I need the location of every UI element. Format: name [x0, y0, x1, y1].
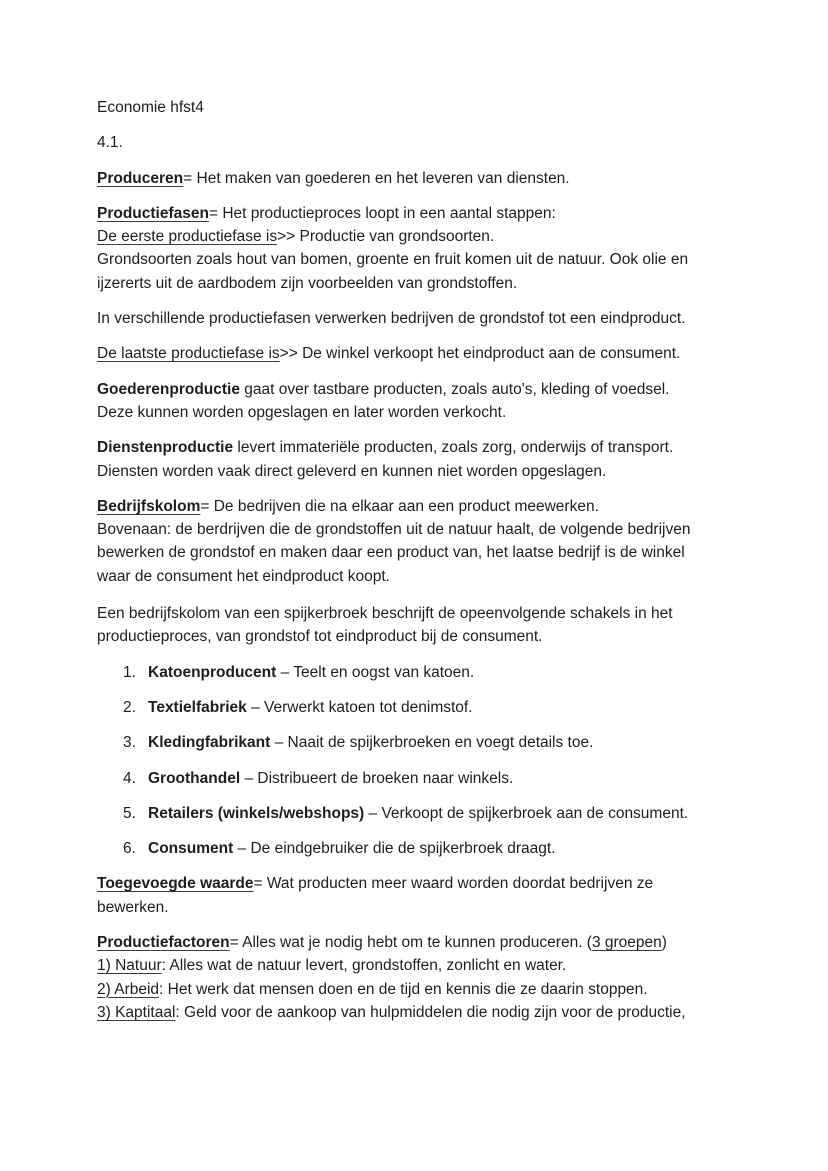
list-item-text: [148, 661, 728, 684]
definition-text: = Alles wat je nodig hebt om te kunnen produceren. (: [229, 934, 592, 952]
line: [97, 202, 728, 225]
line: productieproces, van grondstof tot eindproduct bij de consument.: [97, 628, 543, 646]
list-item-kledingfabrikant: [97, 731, 728, 754]
definition-text: = De bedrijven die na elkaar aan een product meewerken.: [200, 497, 599, 515]
phrase-eerste-productiefase: De eerste productiefase is: [97, 228, 278, 246]
list-item-text: [148, 767, 728, 790]
list-item-groothandel: [97, 767, 728, 790]
item-description: – Teelt en oogst van katoen.: [276, 663, 475, 681]
definition-text: = Het productieproces loopt in een aantal stappen:: [208, 204, 556, 222]
term-groothandel: Groothandel: [148, 769, 241, 787]
term-textielfabriek: Textielfabriek: [148, 698, 247, 716]
line: [97, 495, 728, 518]
line: [97, 954, 728, 977]
term-kledingfabrikant: Kledingfabrikant: [148, 734, 271, 752]
factor-kapitaal: 3) Kaptitaal: [97, 1003, 176, 1021]
para-productiefactoren: [97, 931, 728, 1024]
line: [97, 931, 728, 954]
line: Diensten worden vaak direct geleverd en kunnen niet worden opgeslagen.: [97, 462, 607, 480]
term-bedrijfskolom: Bedrijfskolom: [97, 497, 201, 515]
para-toegevoegde-waarde: [97, 872, 728, 919]
definition-text: gaat over tastbare producten, zoals auto's, kleding of voedsel.: [239, 380, 670, 398]
list-number: 4.: [123, 769, 136, 787]
factor-text: : Geld voor de aankoop van hulpmiddelen die nodig zijn voor de productie,: [175, 1003, 686, 1021]
line: [97, 872, 728, 895]
list-item-katoenproducent: [97, 661, 728, 684]
list-number: 3.: [123, 734, 136, 752]
list-number: 6.: [123, 840, 136, 858]
close-paren: ): [661, 934, 667, 952]
term-retailers: Retailers (winkels/webshops): [148, 804, 365, 822]
item-description: – Distribueert de broeken naar winkels.: [240, 769, 514, 787]
definition-text: = Het maken van goederen en het leveren van diensten.: [183, 169, 570, 187]
term-productiefactoren: Productiefactoren: [97, 934, 230, 952]
item-description: – De eindgebruiker die de spijkerbroek draagt.: [233, 840, 556, 858]
item-description: – Verwerkt katoen tot denimstof.: [246, 698, 473, 716]
line: [97, 225, 728, 248]
line: bewerken de grondstof en maken daar een product van, het laatse bedrijf is de winkel: [97, 544, 685, 562]
para-verwerking: In verschillende productiefasen verwerken bedrijven de grondstof tot een eindproduct.: [97, 310, 686, 328]
para-produceren: [97, 167, 728, 190]
document-title: Economie hfst4: [97, 99, 204, 116]
term-consument: Consument: [148, 840, 234, 858]
list-item-consument: [97, 837, 728, 860]
line: [97, 1001, 728, 1024]
line: [97, 378, 728, 401]
list-number: 1.: [123, 663, 136, 681]
list-item-text: [148, 802, 728, 825]
term-produceren: Produceren: [97, 169, 184, 187]
phrase-laatste-productiefase: De laatste productiefase is: [97, 345, 280, 363]
line: [97, 978, 728, 1001]
para-productiefasen: [97, 202, 728, 295]
list-item-textielfabriek: [97, 696, 728, 719]
phrase-text: >> De winkel verkoopt het eindproduct aan de consument.: [279, 345, 681, 363]
item-description: – Naait de spijkerbroeken en voegt details toe.: [270, 734, 594, 752]
list-item-text: [148, 696, 728, 719]
para-laatste-productiefase: [97, 342, 728, 365]
list-number: 5.: [123, 804, 136, 822]
line: ijzererts uit de aardbodem zijn voorbeelden van grondstoffen.: [97, 274, 518, 292]
line: Grondsoorten zoals hout van bomen, groente en fruit komen uit de natuur. Ook olie en: [97, 251, 689, 269]
list-item-retailers: [97, 802, 728, 825]
definition-text: = Wat producten meer waard worden doordat bedrijven ze: [253, 875, 654, 893]
para-goederenproductie: [97, 378, 728, 425]
factor-arbeid: 2) Arbeid: [97, 980, 160, 998]
factor-natuur: 1) Natuur: [97, 957, 162, 975]
line: [97, 436, 728, 459]
term-dienstenproductie: Dienstenproductie: [97, 439, 234, 457]
line: Bovenaan: de berdrijven die de grondstoffen uit de natuur haalt, de volgende bedrijven: [97, 521, 691, 539]
list-number: 2.: [123, 698, 136, 716]
para-spijkerbroek-intro: [97, 602, 728, 649]
list-item-text: [148, 837, 728, 860]
phrase-groepen: 3 groepen: [591, 934, 662, 952]
factor-text: : Alles wat de natuur levert, grondstoffen, zonlicht en water.: [161, 957, 567, 975]
term-katoenproducent: Katoenproducent: [148, 663, 277, 681]
para-bedrijfskolom: [97, 495, 728, 588]
line: bewerken.: [97, 898, 169, 916]
line: Deze kunnen worden opgeslagen en later worden verkocht.: [97, 403, 507, 421]
phrase-text: >> Productie van grondsoorten.: [277, 228, 495, 246]
list-item-text: [148, 731, 728, 754]
section-number: 4.1.: [97, 134, 123, 152]
definition-text: levert immateriële producten, zoals zorg, onderwijs of transport.: [233, 439, 674, 457]
term-toegevoegde-waarde: Toegevoegde waarde: [97, 875, 254, 893]
line: Een bedrijfskolom van een spijkerbroek beschrijft de opeenvolgende schakels in het: [97, 605, 673, 623]
para-dienstenproductie: [97, 436, 728, 483]
item-description: – Verkoopt de spijkerbroek aan de consument.: [364, 804, 689, 822]
factor-text: : Het werk dat mensen doen en de tijd en kennis die ze daarin stoppen.: [159, 980, 648, 998]
line: waar de consument het eindproduct koopt.: [97, 567, 390, 585]
bedrijfskolom-list: [97, 661, 728, 861]
term-goederenproductie: Goederenproductie: [97, 380, 240, 398]
term-productiefasen: Productiefasen: [97, 204, 209, 222]
